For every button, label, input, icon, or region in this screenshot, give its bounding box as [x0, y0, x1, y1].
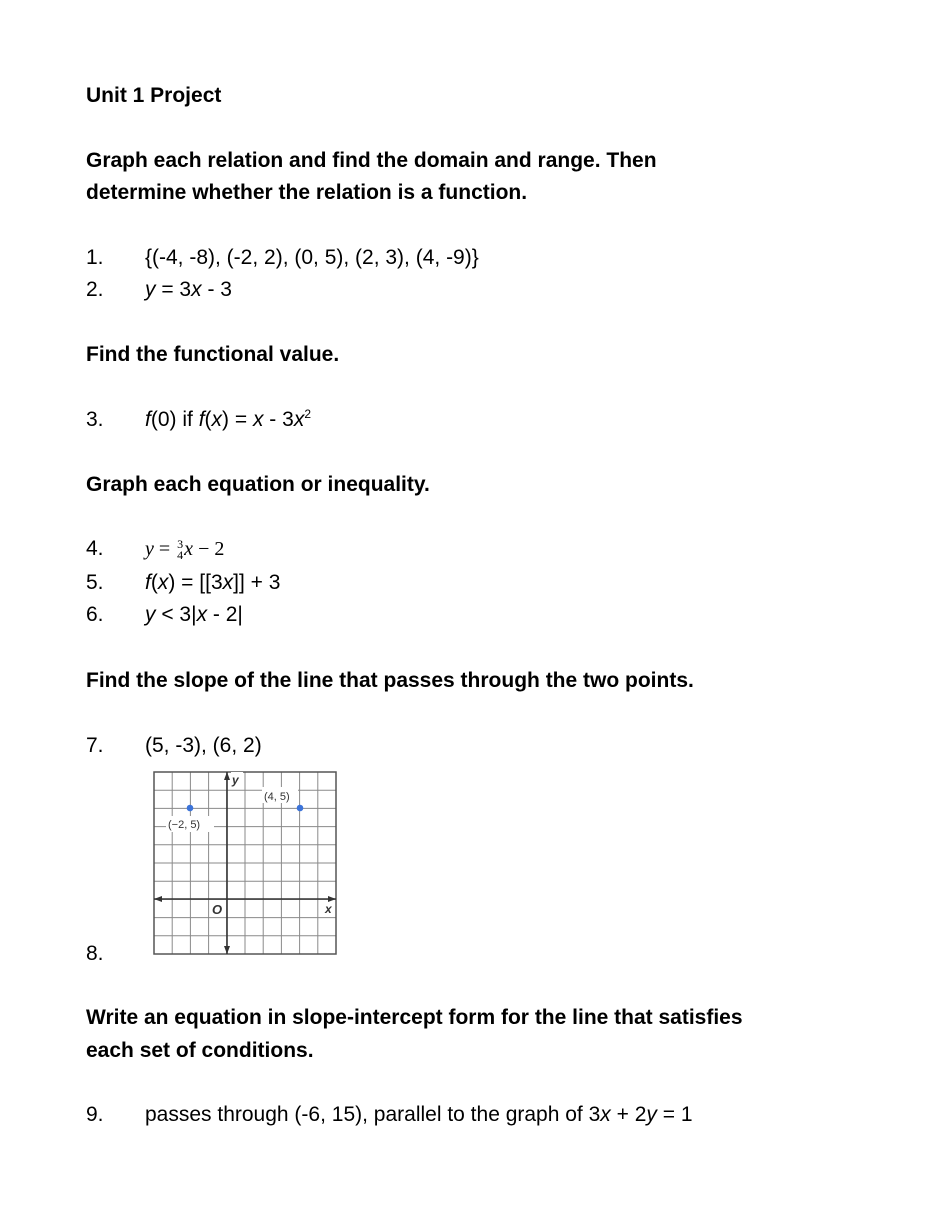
- question-number: 3.: [86, 408, 104, 431]
- question-9-text: passes through (-6, 15), parallel to the graph of 3x + 2y = 1: [145, 1103, 693, 1126]
- page-title: Unit 1 Project: [86, 84, 222, 107]
- question-number: 8.: [86, 942, 104, 965]
- point-b-label: (4, 5): [264, 791, 290, 803]
- question-number: 6.: [86, 603, 104, 626]
- fraction-three-quarters: 3 4: [177, 537, 184, 563]
- question-number: 7.: [86, 734, 104, 757]
- section-heading-functional-value: Find the functional value.: [86, 343, 340, 366]
- point-a-dot: [187, 805, 194, 812]
- question-1-text: {(-4, -8), (-2, 2), (0, 5), (2, 3), (4, -9)}: [145, 246, 479, 269]
- question-7-text: (5, -3), (6, 2): [145, 734, 262, 757]
- question-number: 2.: [86, 278, 104, 301]
- question-number: 1.: [86, 246, 104, 269]
- section-heading-relations-line2: determine whether the relation is a function.: [86, 181, 528, 204]
- section-heading-slope: Find the slope of the line that passes through the two points.: [86, 669, 694, 692]
- section-heading-slope-intercept-line2: each set of conditions.: [86, 1039, 314, 1062]
- coordinate-grid-graph: [152, 770, 342, 960]
- y-axis-label: y: [232, 773, 239, 787]
- question-5-text: f(x) = [[3x]] + 3: [145, 571, 281, 594]
- question-4-text: y = 3 4 x − 2: [145, 537, 225, 563]
- question-6-text: y < 3|x - 2|: [145, 603, 243, 626]
- question-3-text: f(0) if $f(x) = x - 3x^2$: [145, 407, 311, 431]
- x-axis-label: x: [325, 902, 332, 916]
- question-2-text: y = 3x - 3: [145, 278, 232, 301]
- question-number: 5.: [86, 571, 104, 594]
- origin-label: O: [212, 902, 223, 917]
- point-b-dot: [297, 805, 304, 812]
- section-heading-graph-equations: Graph each equation or inequality.: [86, 473, 430, 496]
- section-heading-slope-intercept-line1: Write an equation in slope-intercept form for the line that satisfies: [86, 1006, 743, 1029]
- section-heading-relations-line1: Graph each relation and find the domain and range. Then: [86, 149, 657, 172]
- point-a-label: (−2, 5): [168, 819, 201, 831]
- question-number: 4.: [86, 537, 104, 560]
- question-number: 9.: [86, 1103, 104, 1126]
